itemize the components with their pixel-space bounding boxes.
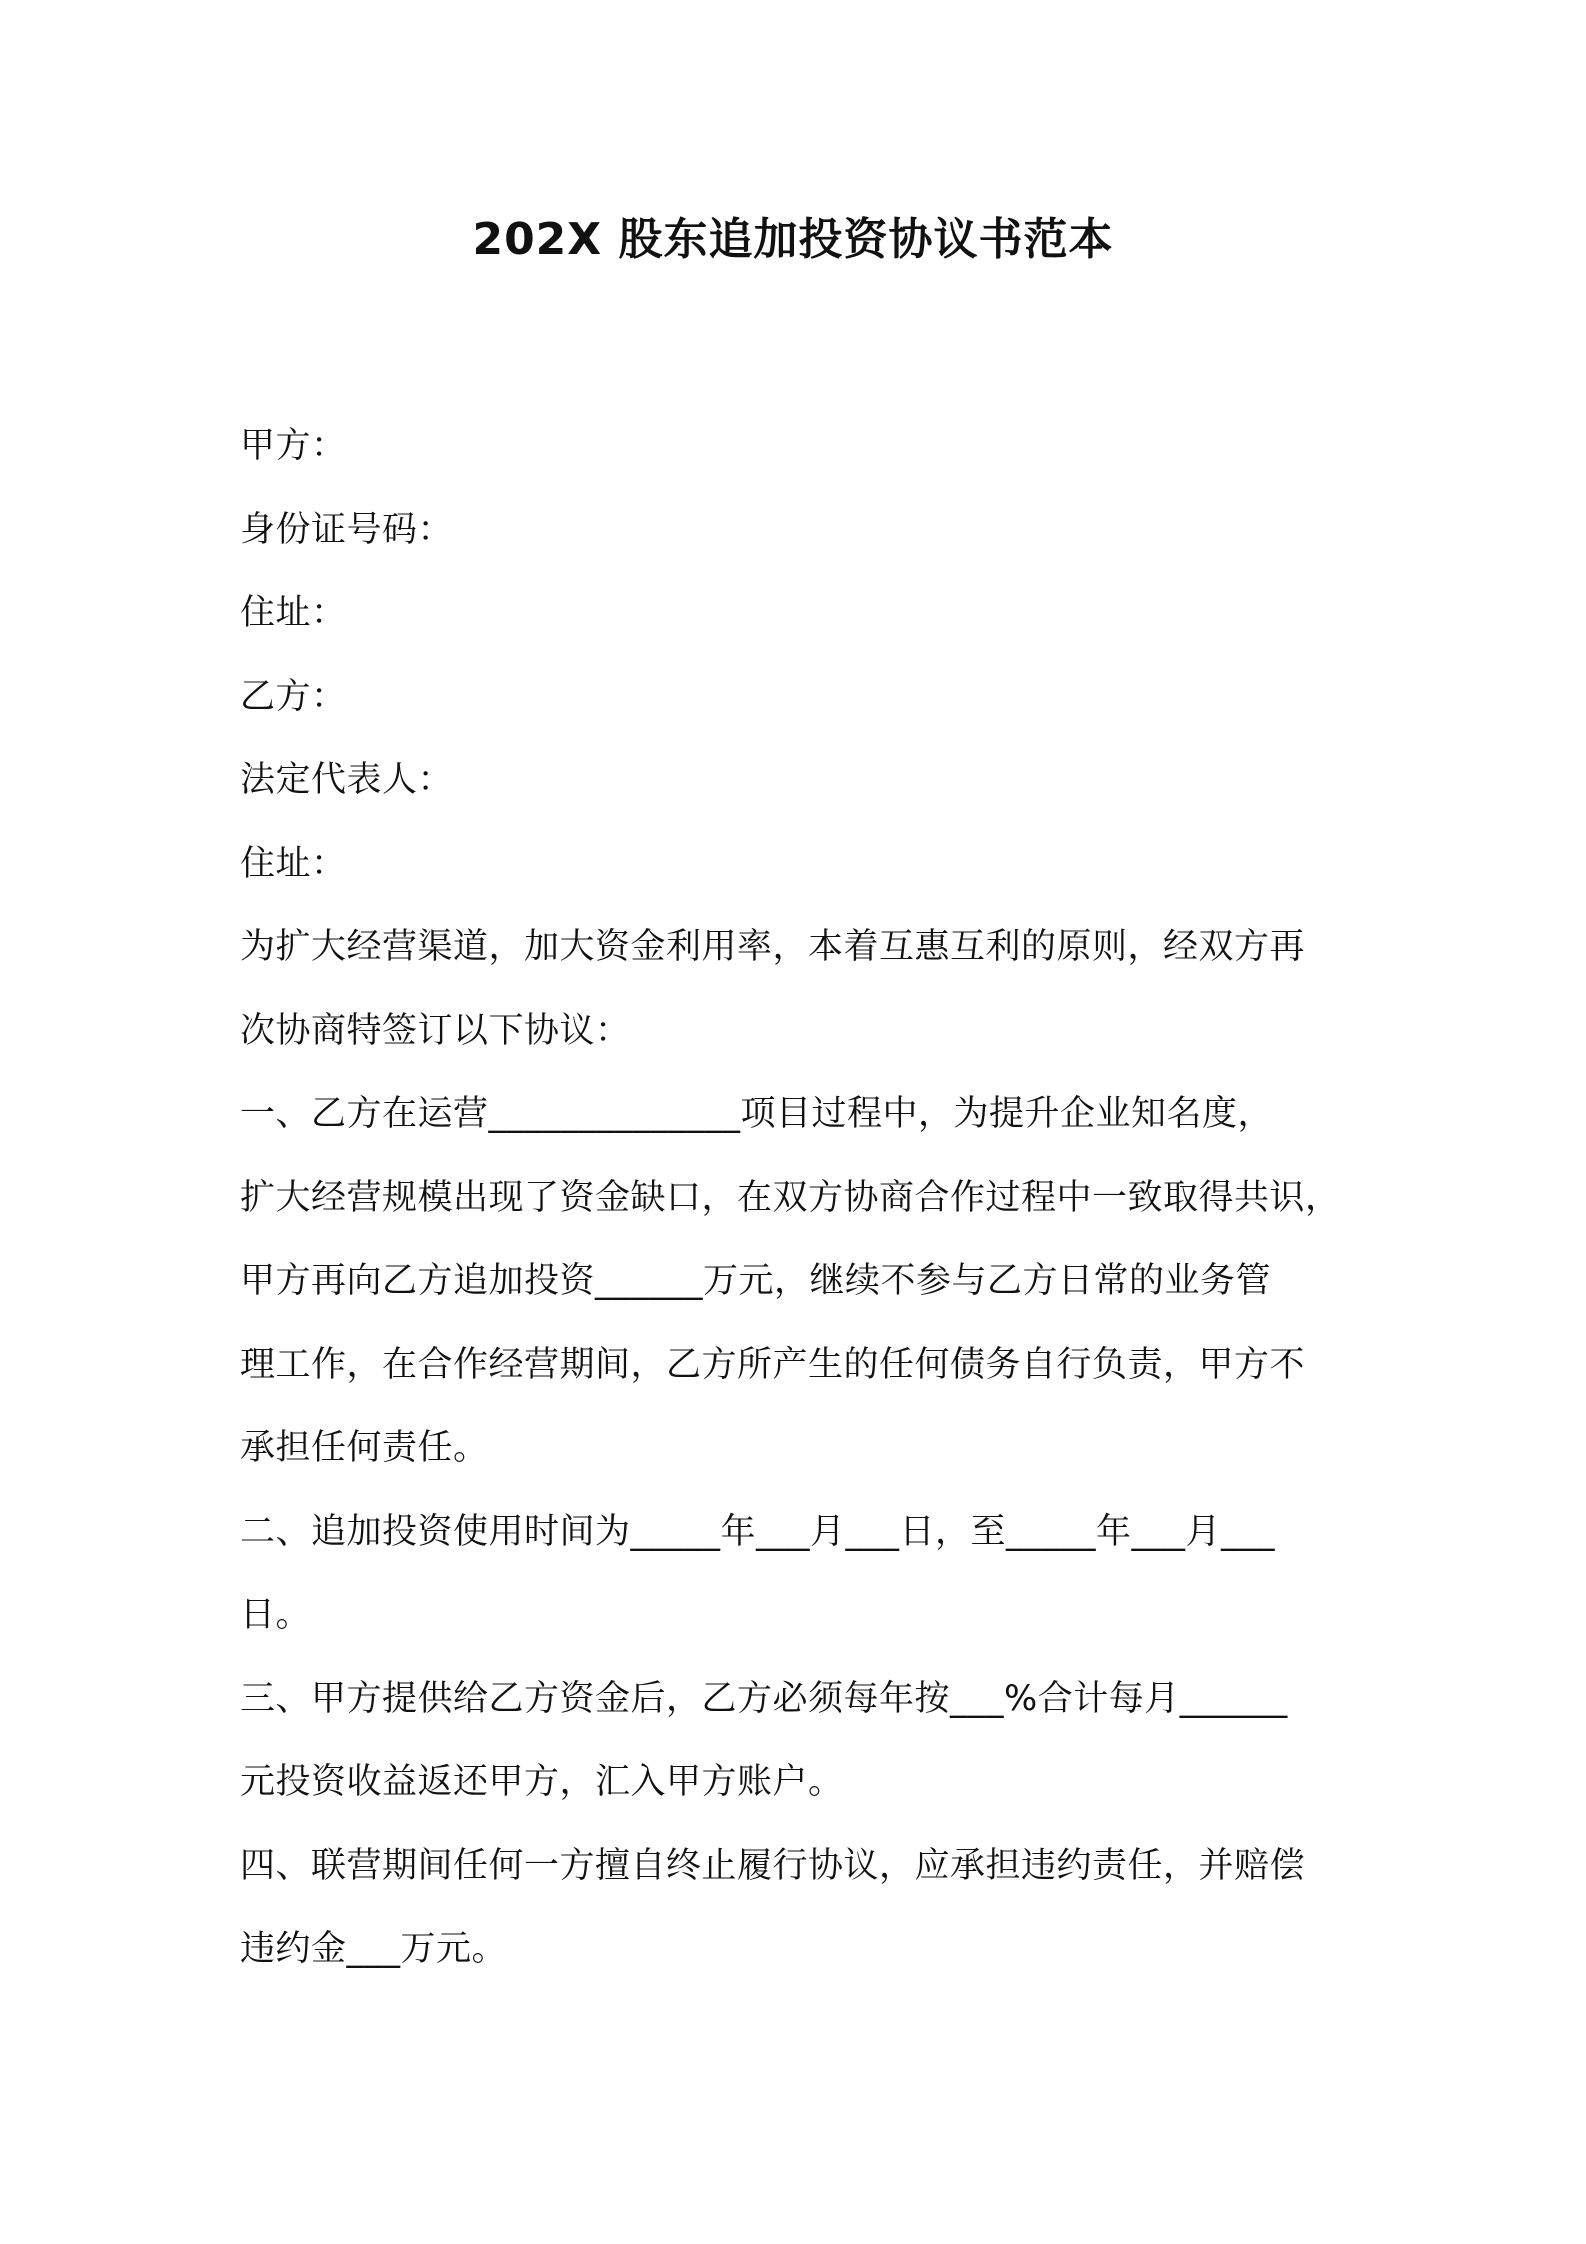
party-a-address-label: 住址： bbox=[240, 593, 347, 633]
preamble-line-1: 为扩大经营渠道，加大资金利用率，本着互惠互利的原则，经双方再 bbox=[240, 927, 1306, 967]
clause-2-line-1: 二、追加投资使用时间为_____年___月___日，至_____年___月___ bbox=[240, 1511, 1276, 1552]
party-b-label: 乙方： bbox=[240, 676, 347, 717]
clause-1-line-1: 一、乙方在运营______________项目过程中，为提升企业知名度， bbox=[240, 1094, 1274, 1134]
document-body bbox=[240, 405, 1370, 1992]
party-a-label: 甲方： bbox=[240, 426, 347, 466]
id-number-label: 身份证号码： bbox=[240, 509, 454, 550]
clause-1-line-4: 理工作，在合作经营期间，乙方所产生的任何债务自行负责，甲方不 bbox=[240, 1344, 1306, 1385]
preamble-line-2: 次协商特签订以下协议： bbox=[240, 1010, 631, 1051]
clause-1-line-2: 扩大经营规模出现了资金缺口，在双方协商合作过程中一致取得共识， bbox=[240, 1177, 1341, 1218]
party-b-address-label: 住址： bbox=[240, 843, 347, 884]
document-title: 202X 股东追加投资协议书范本 bbox=[472, 214, 1114, 265]
clause-2-line-2: 日。 bbox=[240, 1595, 312, 1635]
clause-4-line-1: 四、联营期间任何一方擅自终止履行协议，应承担违约责任，并赔偿 bbox=[240, 1845, 1306, 1886]
clause-1-line-5: 承担任何责任。 bbox=[240, 1428, 489, 1468]
clause-1-line-3: 甲方再向乙方追加投资______万元，继续不参与乙方日常的业务管 bbox=[240, 1261, 1272, 1301]
clause-3-line-2: 元投资收益返还甲方，汇入甲方账户。 bbox=[240, 1762, 844, 1802]
clause-3-line-1: 三、甲方提供给乙方资金后，乙方必须每年按___%合计每月______ bbox=[240, 1678, 1288, 1719]
legal-representative-label: 法定代表人： bbox=[240, 760, 454, 800]
clause-4-line-2: 违约金___万元。 bbox=[240, 1929, 508, 1969]
